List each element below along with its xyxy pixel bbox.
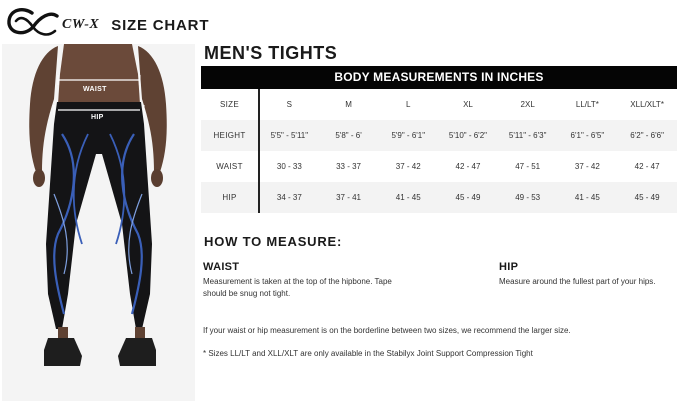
measurements-table <box>201 89 677 213</box>
table-row-height <box>201 120 677 151</box>
table-cell: 5'5" - 5'11" <box>259 120 319 151</box>
cwx-logo-icon <box>6 7 60 39</box>
row-label: HEIGHT <box>201 120 259 151</box>
table-cell: 6'1" - 6'5" <box>558 120 618 151</box>
waist-instruction-line: should be snug not tight. <box>203 289 291 298</box>
waist-instruction-line: Measurement is taken at the top of the hipbone. Tape <box>203 277 392 286</box>
size-table <box>201 66 677 213</box>
table-cell: 2XL <box>498 89 558 120</box>
table-cell: 49 - 53 <box>498 182 558 213</box>
table-cell: 33 - 37 <box>319 151 379 182</box>
table-cell: 6'2" - 6'6" <box>617 120 677 151</box>
waist-section-title: WAIST <box>203 261 240 273</box>
table-cell: L <box>378 89 438 120</box>
row-label: HIP <box>201 182 259 213</box>
table-cell: 37 - 42 <box>378 151 438 182</box>
table-cell: 5'9" - 6'1" <box>378 120 438 151</box>
size-chart-heading: SIZE CHART <box>111 16 210 34</box>
hip-instructions: Measure around the fullest part of your hips. <box>499 277 656 286</box>
waist-tag: WAIST <box>83 86 107 93</box>
brand-header <box>6 5 209 41</box>
table-cell: 42 - 47 <box>617 151 677 182</box>
borderline-note: If your waist or hip measurement is on the borderline between two sizes, we recommend the larger size. <box>203 326 571 335</box>
table-cell: LL/LT* <box>558 89 618 120</box>
table-cell: 5'11" - 6'3" <box>498 120 558 151</box>
table-cell: 37 - 41 <box>319 182 379 213</box>
table-cell: 30 - 33 <box>259 151 319 182</box>
table-cell: 5'8" - 6' <box>319 120 379 151</box>
how-to-measure-heading: HOW TO MEASURE: <box>204 234 343 249</box>
hip-tag: HIP <box>91 114 104 121</box>
table-cell: XL <box>438 89 498 120</box>
page-title: MEN'S TIGHTS <box>204 43 338 63</box>
table-cell: 41 - 45 <box>378 182 438 213</box>
table-cell: 41 - 45 <box>558 182 618 213</box>
availability-footnote: * Sizes LL/LT and XLL/XLT are only available in the Stabilyx Joint Support Compression Tight <box>203 349 533 358</box>
hip-section-title: HIP <box>499 261 519 273</box>
table-row-hip <box>201 182 677 213</box>
table-cell: S <box>259 89 319 120</box>
table-cell: XLL/XLT* <box>617 89 677 120</box>
table-row-size <box>201 89 677 120</box>
table-cell: 45 - 49 <box>438 182 498 213</box>
table-cell: 47 - 51 <box>498 151 558 182</box>
table-cell: M <box>319 89 379 120</box>
logo-wordmark: CW-X <box>62 17 100 32</box>
table-cell: 37 - 42 <box>558 151 618 182</box>
table-cell: 34 - 37 <box>259 182 319 213</box>
row-label: SIZE <box>201 89 259 120</box>
table-row-waist <box>201 151 677 182</box>
table-cell: 42 - 47 <box>438 151 498 182</box>
table-cell: 5'10" - 6'2" <box>438 120 498 151</box>
model-figure <box>2 44 195 401</box>
table-header: BODY MEASUREMENTS IN INCHES <box>201 66 677 89</box>
row-label: WAIST <box>201 151 259 182</box>
model-image <box>2 44 195 401</box>
table-cell: 45 - 49 <box>617 182 677 213</box>
waist-instructions <box>203 276 392 300</box>
